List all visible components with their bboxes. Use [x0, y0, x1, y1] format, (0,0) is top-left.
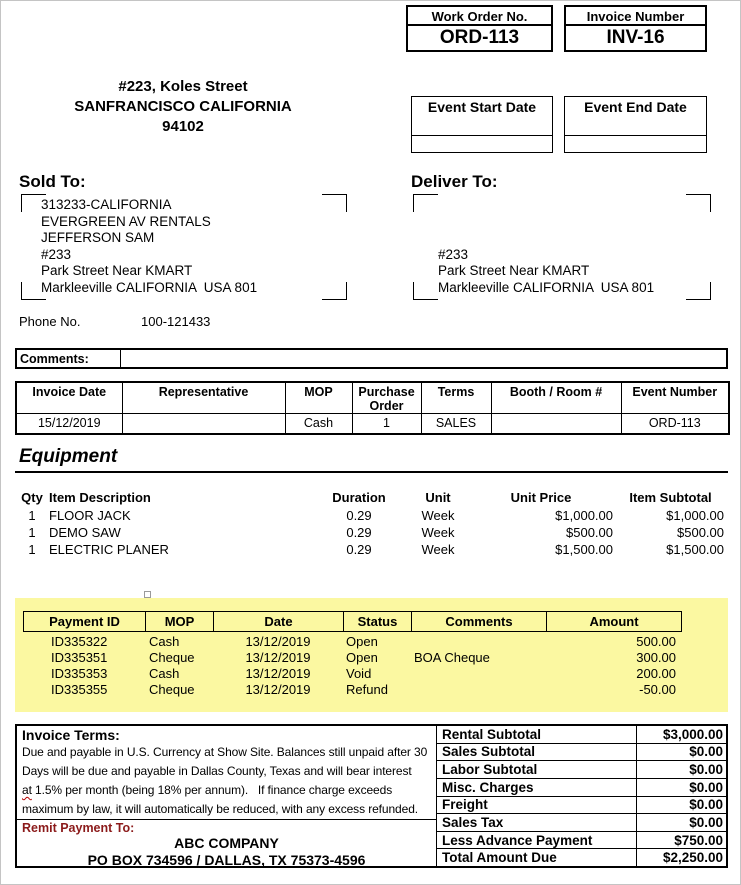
total-label: Labor Subtotal: [442, 762, 538, 778]
invoice-terms: [17, 726, 436, 820]
order-info-header: Representative: [122, 382, 285, 414]
totals-row: [437, 797, 726, 815]
payment-row: [23, 633, 681, 649]
invoice-terms-line: at 1.5% per month (being 18% per annum). If finance charge exceeds: [22, 783, 393, 797]
phone-label: Phone No.: [19, 314, 81, 329]
order-info-value: 15/12/2019: [16, 414, 122, 434]
payments-header: Payment ID: [24, 612, 146, 632]
sold-to-line: EVERGREEN AV RENTALS: [41, 213, 211, 229]
comments-label: Comments:: [16, 349, 120, 368]
payments-rows-table: [23, 633, 681, 697]
deliver-to-window: [413, 194, 711, 300]
equipment-header: Qty: [21, 490, 43, 505]
equipment-subtotal: $500.00: [677, 525, 724, 540]
sold-to-heading: Sold To:: [19, 172, 86, 191]
sold-to-line: Markleeville CALIFORNIA USA 801: [41, 279, 258, 295]
equipment-qty: 1: [28, 542, 36, 557]
order-info-value: ORD-113: [621, 414, 729, 434]
order-info-header: Booth / Room #: [491, 382, 621, 414]
payments-header-table: [23, 611, 682, 632]
totals-row: [437, 744, 726, 762]
payment-mop: Cheque: [149, 649, 195, 665]
corner-mark-icon: [21, 194, 46, 212]
equipment-qty: 1: [28, 508, 36, 523]
equipment-row: [15, 507, 728, 524]
equipment-unit-price: $1,500.00: [555, 542, 613, 557]
order-info-header: Event Number: [621, 382, 729, 414]
equipment-header: Item Subtotal: [629, 490, 712, 505]
total-label: Freight: [442, 797, 488, 813]
total-value: $0.00: [636, 744, 726, 761]
totals-row: [437, 726, 726, 744]
invoice-terms-heading: Invoice Terms:: [22, 727, 120, 743]
deliver-to-line: [438, 197, 711, 214]
order-info-value: [122, 414, 285, 434]
corner-mark-icon: [21, 282, 46, 300]
remit-heading: Remit Payment To:: [22, 821, 135, 835]
sold-to-line: 313233-CALIFORNIA: [41, 197, 172, 212]
payments-header: Date: [214, 612, 344, 632]
order-info-header: MOP: [285, 382, 352, 414]
equipment-duration: 0.29: [346, 542, 372, 557]
phone-value: 100-121433: [141, 314, 211, 329]
invoice-terms-line: maximum by law, it will automatically be reduced, with any excess refunded.: [22, 802, 419, 816]
event-end-date-box: [564, 96, 707, 153]
deliver-to-line: Markleeville CALIFORNIA USA 801: [438, 279, 655, 295]
payment-amount: -50.00: [639, 681, 676, 697]
equipment-duration: 0.29: [346, 508, 372, 523]
equipment-row: [15, 541, 728, 558]
equipment-heading: Equipment: [19, 446, 118, 467]
equipment-header: Duration: [332, 490, 386, 505]
payment-status: Open: [346, 633, 378, 649]
payment-row: [23, 665, 681, 681]
invoice-number-label: Invoice Number: [564, 5, 707, 26]
payment-id: ID335322: [51, 633, 108, 649]
remit-payment: [17, 820, 436, 869]
payment-row: [23, 681, 681, 697]
totals-row: [437, 779, 726, 797]
equipment-unit-price: $500.00: [566, 525, 613, 540]
equipment-row: [15, 524, 728, 541]
payment-mop: Cash: [149, 665, 180, 681]
deliver-to-line: [438, 230, 711, 247]
deliver-to-line: #233: [438, 246, 469, 262]
corner-mark-icon: [322, 194, 347, 212]
equipment-qty: 1: [28, 525, 36, 540]
equipment-header: Item Description: [49, 490, 151, 505]
work-order-value: ORD-113: [406, 26, 553, 52]
sold-to-address: [21, 194, 347, 296]
terms-and-remit: [17, 726, 437, 866]
spellcheck-flagged-word: at: [22, 783, 32, 797]
sold-to-line: JEFFERSON SAM: [41, 230, 155, 245]
equipment-unit-price: $1,000.00: [555, 508, 613, 523]
total-label: Total Amount Due: [442, 850, 557, 866]
equipment-duration: 0.29: [346, 525, 372, 540]
total-value: $3,000.00: [636, 726, 726, 743]
payment-id: ID335355: [51, 681, 108, 697]
total-value: $0.00: [636, 761, 726, 778]
payment-date: 13/12/2019: [245, 649, 311, 665]
company-address: [23, 77, 343, 137]
event-end-date-value: [565, 136, 706, 152]
payment-mop: Cash: [149, 633, 180, 649]
total-value: $750.00: [636, 832, 726, 849]
total-label: Less Advance Payment: [442, 832, 593, 848]
equipment-table: [15, 488, 728, 558]
invoice-number-value: INV-16: [564, 26, 707, 52]
invoice-terms-line: Days will be due and payable in Dallas County, Texas and will bear interest: [22, 764, 412, 778]
equipment-unit: Week: [421, 525, 455, 540]
comments-table: [15, 348, 728, 369]
payments-header: Comments: [412, 612, 547, 632]
comments-value: [120, 349, 727, 368]
work-order-box: [406, 5, 553, 52]
sold-to-line: #233: [41, 246, 72, 262]
payment-comments: [411, 633, 546, 649]
sold-to-line: Park Street Near KMART: [41, 263, 193, 278]
invoice-terms-line: Due and payable in U.S. Currency at Show Site. Balances still unpaid after 30: [22, 745, 428, 759]
payment-status: Void: [346, 665, 372, 681]
totals-row: [437, 814, 726, 832]
payment-date: 13/12/2019: [245, 633, 311, 649]
corner-mark-icon: [413, 282, 438, 300]
total-label: Rental Subtotal: [442, 726, 542, 742]
deliver-to-address: [413, 194, 711, 296]
event-start-date-box: [411, 96, 553, 153]
payments-header: Status: [344, 612, 412, 632]
event-end-date-label: Event End Date: [565, 97, 706, 136]
corner-mark-icon: [413, 194, 438, 212]
order-info-value: Cash: [285, 414, 352, 434]
event-start-date-value: [412, 136, 552, 152]
order-info-header: Purchase Order: [352, 382, 421, 414]
deliver-to-line: Park Street Near KMART: [438, 263, 590, 278]
payments-highlight-panel: [15, 598, 728, 712]
equipment-description: DEMO SAW: [49, 525, 121, 540]
order-info-header: Terms: [421, 382, 491, 414]
total-label: Sales Tax: [442, 814, 504, 830]
payment-comments: BOA Cheque: [414, 649, 490, 665]
payment-comments: [411, 681, 546, 697]
total-value: $0.00: [636, 814, 726, 831]
corner-mark-icon: [322, 282, 347, 300]
anchor-square-icon: [144, 591, 151, 598]
work-order-label: Work Order No.: [406, 5, 553, 26]
deliver-to-line: [438, 214, 711, 231]
order-info-header: Invoice Date: [16, 382, 122, 414]
remit-company: ABC COMPANY: [174, 835, 279, 851]
payment-date: 13/12/2019: [245, 665, 311, 681]
invoice-number-box: [564, 5, 707, 52]
order-info-value: [491, 414, 621, 434]
corner-mark-icon: [686, 194, 711, 212]
total-value: $2,250.00: [636, 849, 726, 866]
payment-date: 13/12/2019: [245, 681, 311, 697]
remit-address: PO BOX 734596 / DALLAS, TX 75373-4596: [87, 852, 366, 868]
total-label: Misc. Charges: [442, 779, 534, 795]
payment-id: ID335351: [51, 649, 108, 665]
order-info-table: [15, 381, 730, 435]
company-address-line: 94102: [162, 118, 204, 135]
payment-amount: 200.00: [636, 665, 676, 681]
total-label: Sales Subtotal: [442, 744, 536, 760]
payment-id: ID335353: [51, 665, 108, 681]
equipment-description: ELECTRIC PLANER: [49, 542, 169, 557]
payments-header: MOP: [146, 612, 214, 632]
equipment-subtotal: $1,500.00: [666, 542, 724, 557]
total-value: $0.00: [636, 779, 726, 796]
equipment-unit: Week: [421, 542, 455, 557]
equipment-description: FLOOR JACK: [49, 508, 131, 523]
totals-table: [437, 726, 726, 866]
summary-section: [15, 724, 728, 868]
payment-amount: 500.00: [636, 633, 676, 649]
equipment-header: Unit: [425, 490, 451, 505]
payment-status: Open: [346, 649, 378, 665]
payment-mop: Cheque: [149, 681, 195, 697]
payments-header: Amount: [547, 612, 682, 632]
payment-row: [23, 649, 681, 665]
equipment-divider: [15, 471, 728, 473]
order-info-value: SALES: [421, 414, 491, 434]
corner-mark-icon: [686, 282, 711, 300]
order-info-value: 1: [352, 414, 421, 434]
totals-row-total-due: [437, 849, 726, 866]
event-start-date-label: Event Start Date: [412, 97, 552, 136]
totals-row: [437, 761, 726, 779]
payment-status: Refund: [346, 681, 388, 697]
payment-comments: [411, 665, 546, 681]
payment-amount: 300.00: [636, 649, 676, 665]
equipment-unit: Week: [421, 508, 455, 523]
company-address-line: #223, Koles Street: [118, 78, 248, 95]
totals-row: [437, 832, 726, 850]
sold-to-window: [21, 194, 347, 300]
deliver-to-heading: Deliver To:: [411, 172, 498, 191]
company-address-line: SANFRANCISCO CALIFORNIA: [74, 98, 292, 115]
equipment-header: Unit Price: [510, 490, 572, 505]
total-value: $0.00: [636, 797, 726, 814]
equipment-subtotal: $1,000.00: [666, 508, 724, 523]
